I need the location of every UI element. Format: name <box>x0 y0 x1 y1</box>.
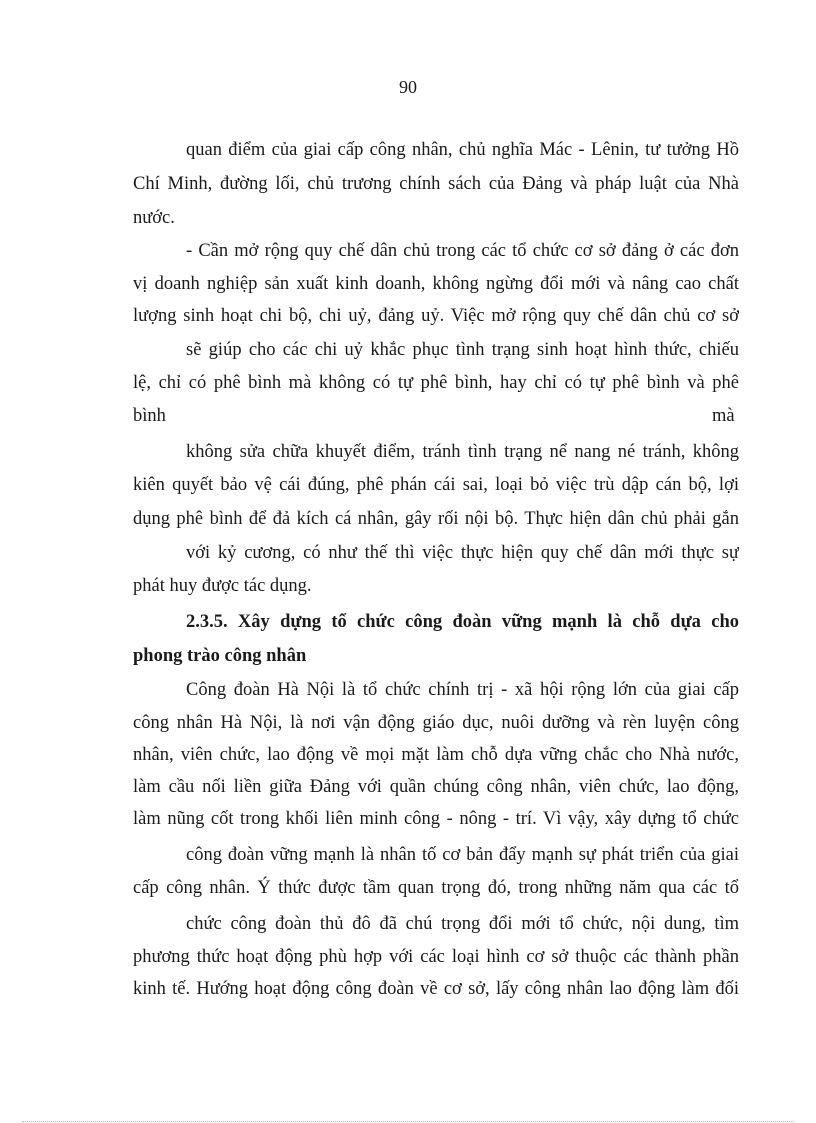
page-number: 90 <box>399 77 417 97</box>
text-line: phương thức hoạt động phù hợp với các loại hình cơ sở thuộc các thành phần <box>133 947 739 967</box>
text-line: kinh tế. Hướng hoạt động công đoàn về cơ sở, lấy công nhân lao động làm đối <box>133 979 739 999</box>
text-line: vị doanh nghiệp sản xuất kinh doanh, không ngừng đổi mới và nâng cao chất <box>133 274 739 294</box>
page-bottom-rule <box>22 1121 794 1122</box>
text-line: chức công đoàn thủ đô đã chú trọng đổi mới tổ chức, nội dung, tìm <box>186 914 739 934</box>
text-line: làm nũng cốt trong khối liên minh công - nông - trí. Vì vậy, xây dựng tổ chức <box>133 809 739 829</box>
text-line: bình <box>133 406 166 426</box>
text-line: quan điểm của giai cấp công nhân, chủ nghĩa Mác - Lênin, tư tưởng Hồ <box>186 140 739 160</box>
text-line: công nhân Hà Nội, là nơi vận động giáo dục, nuôi dưỡng và rèn luyện công <box>133 713 739 733</box>
text-line: kiên quyết bảo vệ cái đúng, phê phán cái sai, loại bỏ việc trù dập cán bộ, lợi <box>133 475 739 495</box>
text-line: dụng phê bình để đả kích cá nhân, gây rối nội bộ. Thực hiện dân chủ phải gắn <box>133 509 739 529</box>
text-line: sẽ giúp cho các chi uỷ khắc phục tình trạng sinh hoạt hình thức, chiếu <box>186 340 739 360</box>
text-line: lượng sinh hoạt chi bộ, chi uỷ, đảng uỷ. Việc mở rộng quy chế dân chủ cơ sở <box>133 306 739 326</box>
text-line: nhân, viên chức, lao động về mọi mặt làm chỗ dựa vững chắc cho Nhà nước, <box>133 745 739 765</box>
section-heading: 2.3.5. Xây dựng tổ chức công đoàn vững mạnh là chỗ dựa cho <box>186 612 739 632</box>
text-line: mà <box>712 406 735 426</box>
section-heading: phong trào công nhân <box>133 646 307 666</box>
text-line: Công đoàn Hà Nội là tổ chức chính trị - xã hội rộng lớn của giai cấp <box>186 680 739 700</box>
text-line: lệ, chỉ có phê bình mà không có tự phê bình, hay chỉ có tự phê bình và phê <box>133 373 739 393</box>
text-line: Chí Minh, đường lối, chủ trương chính sách của Đảng và pháp luật của Nhà <box>133 174 739 194</box>
text-line: làm cầu nối liền giữa Đảng với quần chúng công nhân, viên chức, lao động, <box>133 777 739 797</box>
text-line: phát huy được tác dụng. <box>133 576 312 596</box>
text-line: nước. <box>133 208 175 228</box>
text-line: - Cần mở rộng quy chế dân chủ trong các tổ chức cơ sở đảng ở các đơn <box>186 241 739 261</box>
text-line: với kỷ cương, có như thế thì việc thực hiện quy chế dân mới thực sự <box>186 543 739 563</box>
text-line: không sửa chữa khuyết điểm, tránh tình trạng nể nang né tránh, không <box>186 442 739 462</box>
text-line: cấp công nhân. Ý thức được tầm quan trọng đó, trong những năm qua các tổ <box>133 878 739 898</box>
text-line: công đoàn vững mạnh là nhân tố cơ bản đẩy mạnh sự phát triển của giai <box>186 845 739 865</box>
